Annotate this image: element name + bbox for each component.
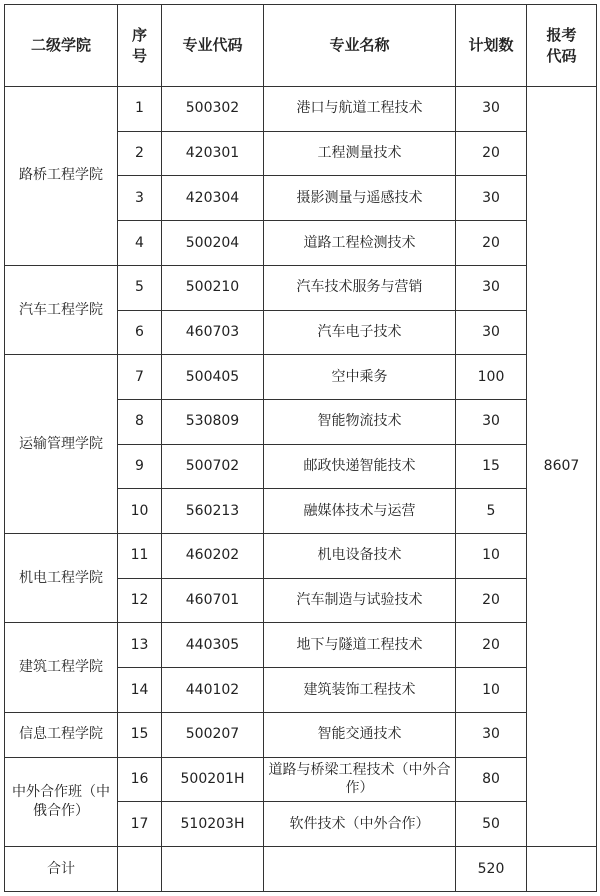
seq-cell: 11 (118, 534, 162, 579)
code-cell: 460701 (162, 578, 264, 623)
code-cell: 510203H (162, 802, 264, 847)
seq-cell: 2 (118, 131, 162, 176)
plan-cell: 20 (456, 578, 527, 623)
plan-cell: 100 (456, 355, 527, 400)
name-cell: 邮政快递智能技术 (264, 444, 456, 489)
name-cell: 工程测量技术 (264, 131, 456, 176)
name-cell: 智能交通技术 (264, 712, 456, 757)
plan-cell: 20 (456, 623, 527, 668)
college-cell: 运输管理学院 (5, 355, 118, 534)
name-cell: 融媒体技术与运营 (264, 489, 456, 534)
college-cell: 建筑工程学院 (5, 623, 118, 712)
college-cell: 机电工程学院 (5, 534, 118, 623)
table-row (5, 534, 597, 579)
plan-cell: 30 (456, 87, 527, 132)
code-cell: 500405 (162, 355, 264, 400)
code-cell: 500201H (162, 757, 264, 802)
total-empty-seq (118, 847, 162, 892)
seq-cell: 5 (118, 265, 162, 310)
code-cell: 560213 (162, 489, 264, 534)
header-seq-line2: 号 (131, 46, 147, 65)
name-cell: 港口与航道工程技术 (264, 87, 456, 132)
name-cell: 摄影测量与遥感技术 (264, 176, 456, 221)
table-header-row (5, 5, 597, 87)
seq-cell: 9 (118, 444, 162, 489)
college-cell: 中外合作班（中俄合作） (5, 757, 118, 846)
header-seq-line1: 序 (131, 26, 147, 45)
name-cell: 机电设备技术 (264, 534, 456, 579)
table-row (5, 712, 597, 757)
total-label: 合计 (5, 847, 118, 892)
code-cell: 440102 (162, 668, 264, 713)
total-empty-name (264, 847, 456, 892)
plan-cell: 30 (456, 712, 527, 757)
total-row (5, 847, 597, 892)
header-college: 二级学院 (5, 5, 118, 87)
seq-cell: 7 (118, 355, 162, 400)
header-plan: 计划数 (456, 5, 527, 87)
plan-cell: 50 (456, 802, 527, 847)
name-cell: 地下与隧道工程技术 (264, 623, 456, 668)
code-cell: 500207 (162, 712, 264, 757)
plan-cell: 20 (456, 221, 527, 266)
table-row (5, 623, 597, 668)
table-row (5, 757, 597, 802)
code-cell: 500702 (162, 444, 264, 489)
name-cell: 建筑装饰工程技术 (264, 668, 456, 713)
plan-cell: 20 (456, 131, 527, 176)
header-code: 专业代码 (162, 5, 264, 87)
plan-cell: 30 (456, 176, 527, 221)
college-cell: 信息工程学院 (5, 712, 118, 757)
header-seq (118, 5, 162, 87)
code-cell: 500204 (162, 221, 264, 266)
seq-cell: 12 (118, 578, 162, 623)
plan-cell: 10 (456, 534, 527, 579)
name-cell: 智能物流技术 (264, 399, 456, 444)
seq-cell: 1 (118, 87, 162, 132)
apply-code-cell: 8607 (527, 87, 597, 847)
seq-cell: 17 (118, 802, 162, 847)
code-cell: 420304 (162, 176, 264, 221)
seq-cell: 16 (118, 757, 162, 802)
name-cell: 道路与桥梁工程技术（中外合作） (264, 757, 456, 802)
plan-cell: 80 (456, 757, 527, 802)
code-cell: 460703 (162, 310, 264, 355)
code-cell: 440305 (162, 623, 264, 668)
enrollment-plan-table (4, 4, 597, 892)
seq-cell: 10 (118, 489, 162, 534)
seq-cell: 13 (118, 623, 162, 668)
table-row (5, 87, 597, 132)
header-apply-line2: 代码 (546, 46, 577, 65)
code-cell: 420301 (162, 131, 264, 176)
code-cell: 530809 (162, 399, 264, 444)
plan-cell: 30 (456, 265, 527, 310)
header-name: 专业名称 (264, 5, 456, 87)
seq-cell: 14 (118, 668, 162, 713)
name-cell: 软件技术（中外合作） (264, 802, 456, 847)
code-cell: 500210 (162, 265, 264, 310)
seq-cell: 8 (118, 399, 162, 444)
plan-cell: 10 (456, 668, 527, 713)
table-row (5, 265, 597, 310)
name-cell: 汽车电子技术 (264, 310, 456, 355)
code-cell: 460202 (162, 534, 264, 579)
name-cell: 汽车技术服务与营销 (264, 265, 456, 310)
seq-cell: 6 (118, 310, 162, 355)
header-apply-line1: 报考 (546, 26, 577, 45)
name-cell: 汽车制造与试验技术 (264, 578, 456, 623)
college-cell: 汽车工程学院 (5, 265, 118, 354)
seq-cell: 4 (118, 221, 162, 266)
seq-cell: 3 (118, 176, 162, 221)
table-row (5, 355, 597, 400)
seq-cell: 15 (118, 712, 162, 757)
plan-cell: 30 (456, 310, 527, 355)
plan-cell: 30 (456, 399, 527, 444)
total-plan: 520 (456, 847, 527, 892)
header-apply-code (527, 5, 597, 87)
total-empty-apply (527, 847, 597, 892)
name-cell: 道路工程检测技术 (264, 221, 456, 266)
table-body (5, 87, 597, 847)
total-empty-code (162, 847, 264, 892)
plan-cell: 5 (456, 489, 527, 534)
plan-cell: 15 (456, 444, 527, 489)
name-cell: 空中乘务 (264, 355, 456, 400)
college-cell: 路桥工程学院 (5, 87, 118, 266)
code-cell: 500302 (162, 87, 264, 132)
